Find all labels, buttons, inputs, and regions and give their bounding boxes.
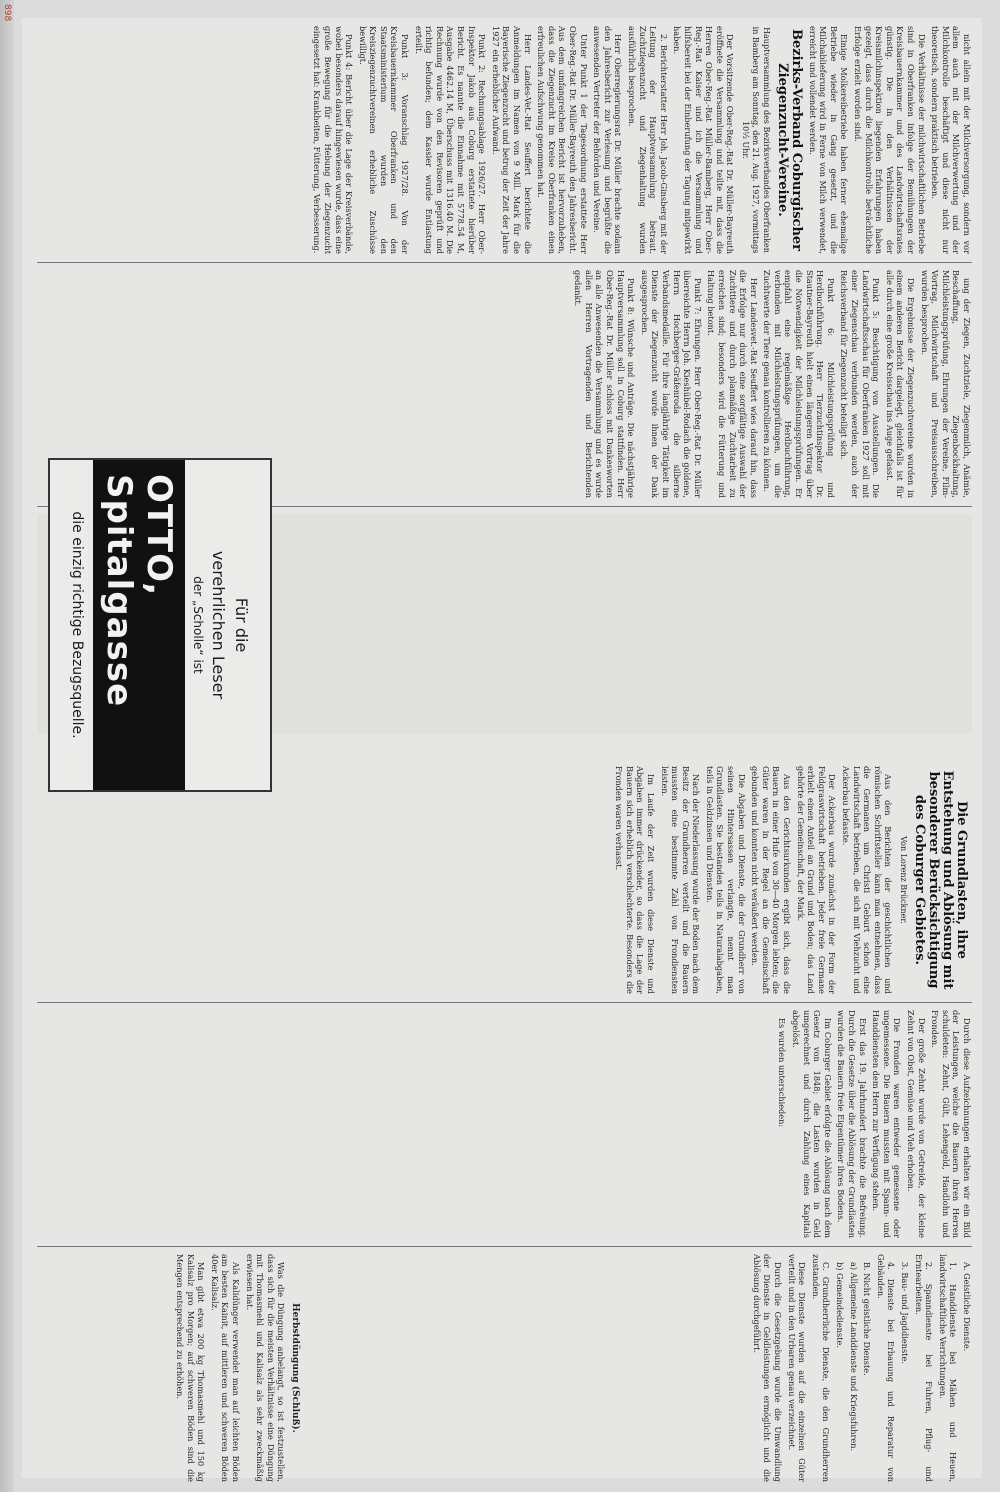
paragraph: Der Ackerbau wurde zunächst in der Form der Feldgraswirtschaft betrieben. Jeder freie Germane erhielt einen Anteil an Grund und Boden; das Land gehörte der Gemeinschaft, der Mark.	[795, 766, 838, 994]
ad-tagline: die einzig richtige Bezugsquelle.	[69, 511, 85, 739]
list-item: 1. Handdienste bei Mähen und Heuen, landwirtschaftliche Verrichtungen.	[937, 1254, 959, 1482]
list-item: a) Allgemeine Landdienste und Kriegsfuhren.	[848, 1262, 859, 1452]
list-item: b) Gemeindedienste.	[835, 1262, 846, 1348]
article-subheading: Hauptversammlung des Bezirksverbandes Oberfranken in Bamberg am Sonntag, den 21. Aug. 1927, vormittags 10½ Uhr.	[740, 26, 772, 254]
paragraph: Punkt 6: Milchleistungsprüfung und Herdbuchführung. Herr Tierzuchtinspektor Dr. Stautner-Bayreuth hielt einen längeren Vortrag über die Notwendigkeit der Milchleistungsprüfungen. Er empfahl eine regelmäßige Herdbuchführung, verbunden mit Milchleistungsprüfungen, um die Zuchtwerte der Tiere genau kontrollieren zu können.	[762, 270, 836, 498]
paragraph: Als Kalidünger verwendet man auf leichten Böden am besten Kainit, auf mittleren und schweren Böden 40er Kalisalz.	[209, 1254, 242, 1482]
paragraph: Punkt 4: Bericht über die Lage der Kreisverbände, wobei besonders darauf hingewiesen wurde, dass eine große Bewegung für die Hebung der Ziegenzucht eingesetzt hat: Krankheiten, Fütterung, Verbesserung.	[312, 26, 355, 254]
list-item: 3. Bau- und Jagddienste.	[900, 1262, 911, 1364]
column-grundlasten-3	[552, 1254, 972, 1482]
article-heading: Die Grundlasten, ihre Entstehung und Ablösung mit besonderer Berücksichtigung des Coburger Gebietes.	[912, 770, 969, 990]
list-item: 4. Dienste bei Erbauung und Reparatur von Gebäuden.	[875, 1254, 897, 1482]
column-herbstduengung	[32, 1254, 302, 1482]
ad-text: verehrlichen Leser	[209, 550, 228, 700]
advertisement-content	[50, 460, 270, 790]
column-rule	[37, 1002, 972, 1003]
paragraph: Was die Düngung anbelangt, so ist festzustellen, dass sich für die meisten Verhältnisse eine Düngung mit Thomasmehl und Kalisalz als sehr zweckmäßig erwiesen hat.	[244, 1254, 287, 1482]
column-grundlasten-1	[32, 766, 972, 994]
column-rule	[37, 262, 972, 263]
newspaper-sheet	[22, 18, 982, 1482]
paragraph: Punkt 7: Ehrungen. Herr Ober-Reg.-Rat Dr. Müller überreichte Herrn Joh. Kieshübel-Rodach die goldene, Herrn Hochberger-Gräfenroda die silberne Verbandsmedaille. Für ihre langjährige Tätigkeit im Dienste der Ziegenzucht wurde ihnen der Dank ausgesprochen.	[639, 270, 703, 498]
lower-half	[22, 758, 982, 1482]
paragraph: Im Laufe der Zeit wurden diese Dienste und Abgaben immer drückender, so dass die Lage der Bauern sich erheblich verschlechterte. Besonders die Fronden waren verhasst.	[614, 766, 656, 994]
paragraph: Der große Zehnt wurde von Getreide, der kleine Zehnt von Obst, Gemüse und Vieh erhoben.	[906, 1010, 927, 1238]
paragraph: Aus den Gerichtsurkunden ergibt sich, dass die Bauern in einer Hufe von 30—40 Morgen lebten; die Güter waren in der Regel an die Gemeinschaft gebunden und konnten nicht veräußert werden.	[750, 766, 793, 994]
page-marker: 898	[2, 4, 12, 22]
paragraph: Die Abgaben und Dienste, die der Grundherr von seinen Hintersassen verlangte, nennt man Grundlasten. Sie bestanden teils in Naturalabgaben, teils in Geldzinsen und Diensten.	[704, 766, 747, 994]
ad-brand-name: OTTO, Spitalgasse	[93, 460, 185, 790]
ad-text: der „Scholle“ ist	[191, 576, 205, 674]
column-ziegenzucht-1	[32, 26, 972, 254]
paragraph: Im Coburger Gebiet erfolgte die Ablösung nach dem Gesetz von 1848; die Lasten wurden in Geld umgerechnet und durch Zahlung eines Kapitals abgelöst.	[791, 1010, 833, 1238]
paragraph: nicht allein mit der Milchversorgung, sondern vor allem auch mit der Milchverwertung und der Milchkontrolle beschäftigt und diese nicht nur theoretisch, sondern praktisch betrieben.	[930, 26, 972, 254]
paragraph: Der Vorsitzende Ober-Reg.-Rat Dr. Müller-Bayreuth eröffnete die Versammlung und teilte mit, dass die Herren Ober-Reg.-Rat Müller-Bamberg, Herr Ober-Reg.-Rat Kaiser und ich die Versammlung und hilfsbereit bei der Einberufung der Tagung mitgewirkt haben.	[672, 26, 736, 254]
paragraph: Erst das 19. Jahrhundert brachte die Befreiung. Durch die Gesetze über die Ablösung der Grundlasten wurden die Bauern freie Eigentümer ihres Bodens.	[836, 1010, 868, 1238]
list-item: A. Geistliche Dienste.	[962, 1262, 972, 1352]
paragraph: Punkt 3: Voranschlag 1927/28. Von der Kreisbauernkammer Oberfranken und den Staatsministerium wurden den Kreisziegenzuchtvereinen erhebliche Zuschüsse bewilligt.	[357, 26, 411, 254]
paragraph: Es wurden unterschieden:	[777, 1018, 788, 1128]
paragraph: Punkt 5: Besichtigung von Ausstellungen. Die Landwirtschaftsschau für Oberfranken 1927 soll mit einer Ziegenschau verbunden werden, auch der Reichsverband für Ziegenzucht beteiligt sich.	[839, 270, 882, 498]
paragraph: Die Fronden waren entweder gemessene oder ungemessene. Die Bauern mussten mit Spann- und Handdiensten dem Herrn zur Verfügung stehen.	[871, 1010, 903, 1238]
paragraph: Punkt 8: Wünsche und Anträge. Die nächstjährige Hauptversammlung soll in Coburg stattfinden. Herr Ober-Reg.-Rat Dr. Müller schloss mit Dankesworten an alle Anwesenden die Versammlung und es wurde allen Herren Vortragenden und Berichtenden gedankt.	[573, 270, 637, 498]
article-heading: Bezirks-Verband Coburgischer Ziegenzucht-Vereine.	[775, 28, 805, 252]
paragraph: Herr Oberregierungsrat Dr. Müller brachte sodann den Jahresbericht zur Verlesung und begrüßte die anwesenden Vertreter der Behörden und Vereine.	[592, 26, 624, 254]
paragraph: Durch die Gesetzgebung wurde die Umwandlung der Dienste in Geldleistungen ermöglicht und die Ablösung durchgeführt.	[751, 1254, 784, 1482]
advertisement-box	[48, 458, 272, 792]
column-grundlasten-2	[32, 1010, 972, 1238]
paragraph: Nach der Niederlassung wurde der Boden nach dem Besitz der Grundherren verteilt und die Bauern mussten eine bestimmte Zahl von Frondiensten leisten.	[659, 766, 702, 994]
paragraph: Aus den Berichten der geschichtlichen und römischen Schriftsteller kann man entnehmen, dass die Germanen um Christi Geburt schon eine Landwirtschaft betrieben, die sich mit Viehzucht und Ackerbau befasste.	[841, 766, 894, 994]
paragraph: Unter Punkt 1 der Tagesordnung erstattete Herr Ober-Reg.-Rat Dr. Müller-Bayreuth den Jahresbericht. Aus dem umfangreichen Bericht ist hervorzuheben, dass die Ziegenzucht im Kreise Oberfranken einen erfreulichen Aufschwung genommen hat.	[536, 26, 589, 254]
column-rule	[37, 1246, 972, 1247]
paragraph: 2. Berichterstatter Herr Joh. Jacob-Ginsberg mit der Leitung der Hauptversammlung betraut. Zuchtziegenzucht und Ziegenhaltung wurden ausführlich besprochen.	[626, 26, 669, 254]
article-heading: Herbstdüngung (Schluß).	[290, 1303, 300, 1433]
list-item: C. Grundherrliche Dienste, die den Grundherren zustanden.	[810, 1254, 832, 1482]
paragraph: Durch diese Aufzeichnungen erhalten wir ein Bild der Leistungen, welche die Bauern ihren Herren schuldeten: Zehnt, Gült, Lehengeld, Handlohn und Fronden.	[930, 1010, 972, 1238]
ad-text: Für die	[232, 597, 251, 653]
paragraph: Die Ergebnisse der Ziegenzuchtvereine wurden in einem anderen Bericht dargelegt, gleichfalls ist für alle durch eine große Kreisschau ins Auge gefasst.	[884, 270, 917, 498]
paragraph: Punkt 2: Rechnungsablage 1926/27. Herr Ober-Inspektor Jakob aus Coburg erstattete hierüber Bericht. Es nannte die Einnahme mit 5778.54 M, Ausgabe 4462.14 M, Überschuss mit 1316.40 M. Die Rechnung wurde von den Revisoren geprüft und richtig befunden; dem Kassier wurde Entlastung erteilt.	[413, 26, 488, 254]
paragraph: Herr Landes-Vet.-Rat Seuffert berichtete die Anmeldungen im Namen von 9 Mill. Mark für die Bayerische Ziegenzucht und betrug der Zeit der Jahre 1927 ein erheblicher Aufwand.	[490, 26, 533, 254]
paragraph: Man gibt etwa 200 kg Thomasmehl und 150 kg Kalisalz pro Morgen; auf schweren Böden sind die Mengen entsprechend zu erhöhen.	[175, 1254, 207, 1482]
article-author: Von Lorenz Brückner.	[899, 836, 908, 924]
list-item: B. Nicht geistliche Dienste.	[862, 1262, 873, 1376]
paragraph: Die Verhältnisse der milchwirtschaftlichen Betriebe sind in Oberfranken infolge der Bemühungen der Kreisbauernkammer und des Landwirtschaftsrates günstig. Die in den Verhältnissen der Kreismilchinspektion liegenden Erfahrungen haben gezeigt, dass durch die Milchkontrolle beträchtliche Erfolge erzielt worden sind.	[853, 26, 927, 254]
paragraph: Einige Molkereibetriebe haben ferner ehemalige Betriebe wieder in Gang gesetzt, und die Milchablieferung wird in Ferne von Milch verwendet, erreicht und vollendet werden.	[807, 26, 850, 254]
list-item: 2. Spanndienste bei Fuhren, Pflug- und Erntearbeiten.	[913, 1254, 935, 1482]
paragraph: ung der Ziegen, Zuchtziele, Ziegenmilch, Anämie, Beschaffung, Ziegenbockhaltung, Milchleistungsprüfung, Ehrungen der Vereine, Film-Vortrag, Milchwirtschaft und Preisausschreiben, wurden besprochen.	[919, 270, 972, 498]
paragraph: Herr Landesvet.-Rat Seuffert wies darauf hin, dass die Erfolge nur durch eine sorgfältige Auswahl der Zuchttiere und durch planmäßige Zuchtarbeit zu erreichen sind; besonders wird die Fütterung und Haltung betont.	[706, 270, 759, 498]
paragraph: Diese Dienste wurden auf die einzelnen Güter verteilt und in den Urbaren genau verzeichnet.	[786, 1254, 808, 1482]
scan-edge	[0, 0, 14, 1492]
